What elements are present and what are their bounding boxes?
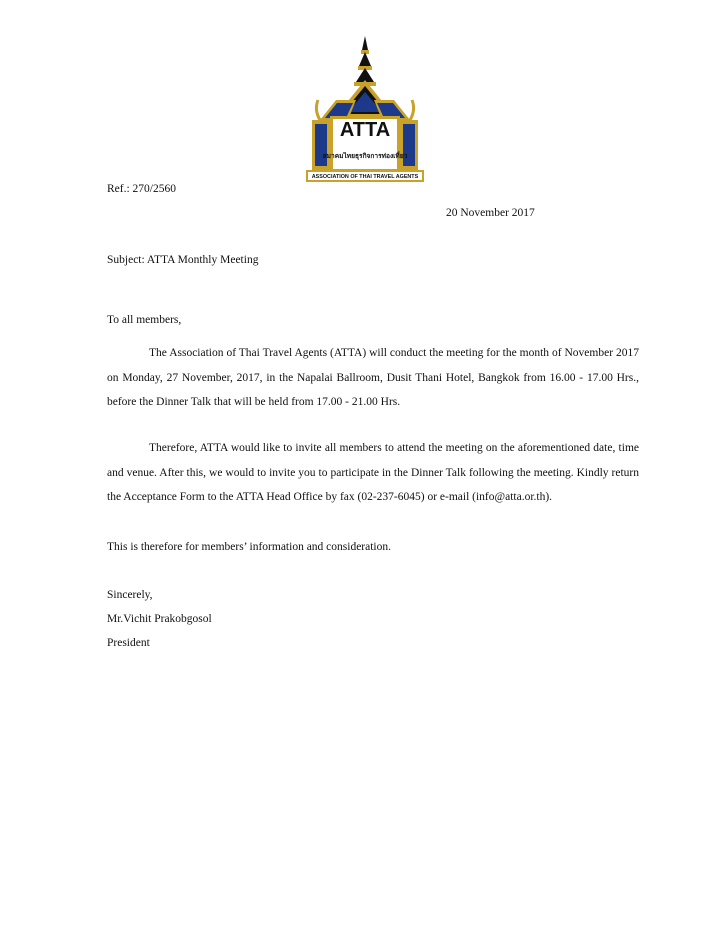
- signer-title: President: [107, 637, 150, 649]
- body-paragraph-1: [107, 341, 639, 415]
- letter-date: 20 November 2017: [446, 207, 535, 219]
- letter-subject: Subject: ATTA Monthly Meeting: [107, 254, 259, 266]
- body-paragraph-2: [107, 436, 639, 510]
- paragraph-1-text: The Association of Thai Travel Agents (ATTA) will conduct the meeting for the month of November 2017 on Monday, 27 November, 2017, in the Napalai Ballroom, Dusit Thani Hotel, Bangkok from 16.00 - 17.00 Hrs., before the Dinner Talk that will be held from 17.00 - 21.00 Hrs.: [107, 347, 639, 408]
- logo-wordmark: ATTA: [339, 119, 391, 141]
- salutation: To all members,: [107, 314, 182, 326]
- logo-thai-text: สมาคมไทยธุรกิจการท่องเที่ยว: [322, 152, 408, 160]
- reference-number: Ref.: 270/2560: [107, 183, 176, 195]
- signer-name: Mr.Vichit Prakobgosol: [107, 613, 212, 625]
- paragraph-2-text: Therefore, ATTA would like to invite all members to attend the meeting on the aforementioned date, time and venue. After this, we would to invite you to participate in the Dinner Talk following the meeting. Kindly return the Acceptance Form to the ATTA Head Office by fax (02-237-6045) or e-mail (info@atta.or.th).: [107, 442, 639, 503]
- closing-sentence: This is therefore for members’ information and consideration.: [107, 541, 392, 553]
- atta-logo: [306, 36, 424, 182]
- sign-off: Sincerely,: [107, 589, 153, 601]
- logo-english-text: ASSOCIATION OF THAI TRAVEL AGENTS: [311, 174, 419, 180]
